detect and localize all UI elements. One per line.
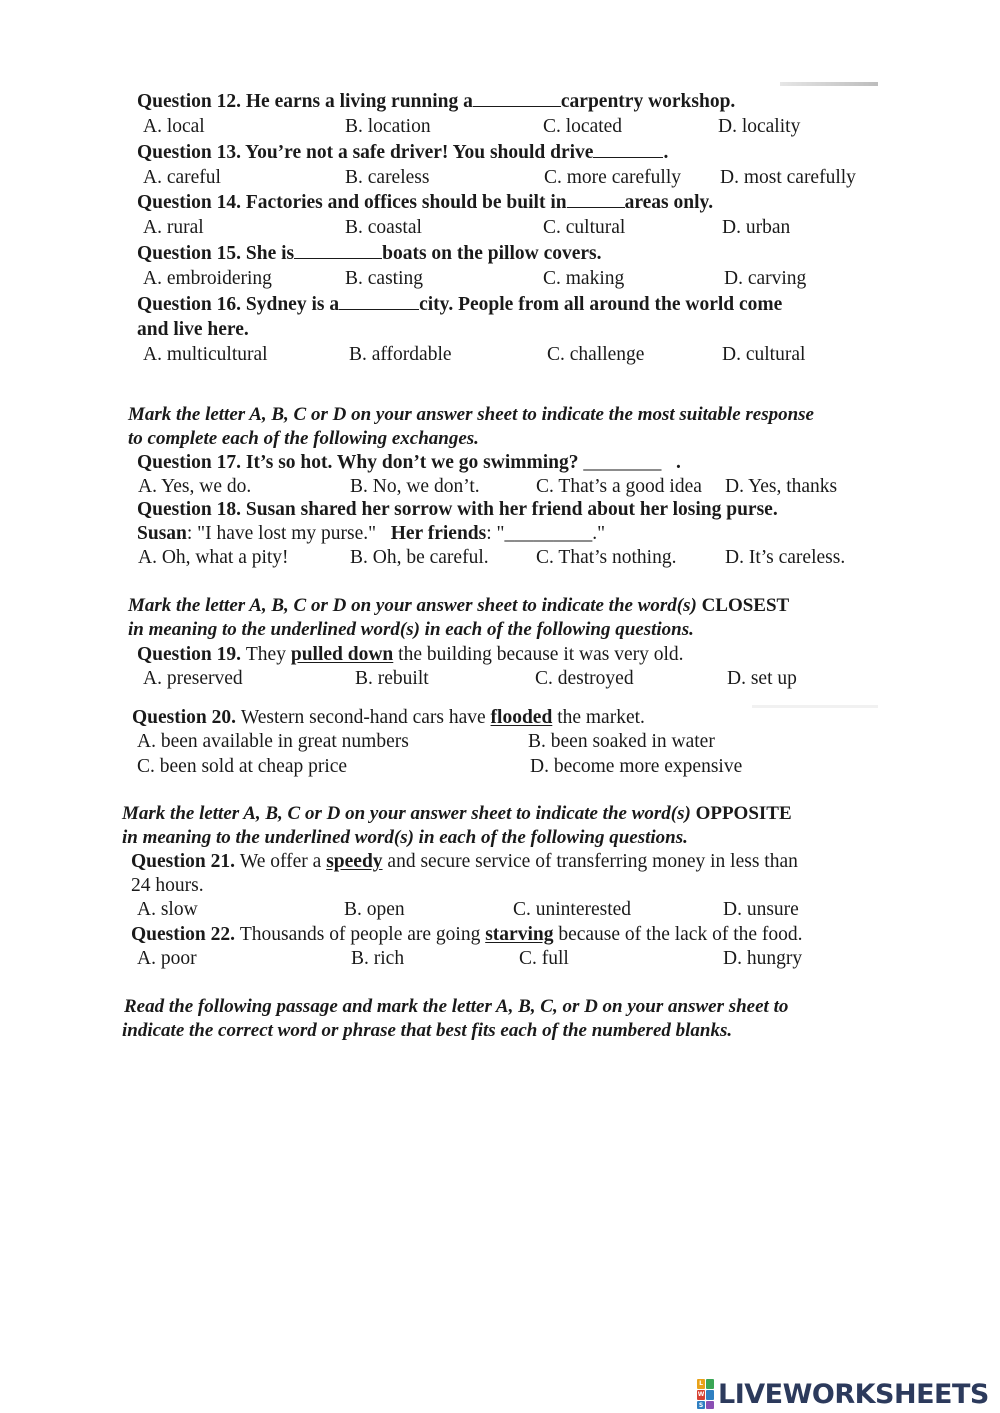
question-14-rest: areas only. bbox=[624, 192, 714, 213]
option-d[interactable]: D. hungry bbox=[723, 948, 803, 969]
option-b[interactable]: B. rich bbox=[351, 948, 405, 969]
question-15 bbox=[137, 242, 602, 266]
option-c[interactable]: C. cultural bbox=[543, 217, 626, 238]
option-d[interactable]: D. set up bbox=[727, 668, 797, 689]
answer-blank[interactable] bbox=[294, 242, 382, 259]
friends-quote-open: : " bbox=[486, 523, 505, 544]
option-a[interactable]: A. careful bbox=[143, 167, 221, 188]
question-20 bbox=[132, 706, 645, 730]
option-d[interactable]: D. cultural bbox=[722, 344, 806, 365]
question-17 bbox=[137, 451, 681, 475]
section-instruction-3 bbox=[122, 802, 792, 826]
underlined-word: flooded bbox=[490, 707, 553, 728]
mark-block bbox=[706, 1390, 714, 1400]
option-c[interactable]: C. uninterested bbox=[513, 899, 632, 920]
section-instruction-3-line2: in meaning to the underlined word(s) in each of the following questions. bbox=[122, 827, 688, 848]
question-19 bbox=[137, 643, 684, 667]
question-number: Question 21. bbox=[131, 851, 236, 872]
option-b[interactable]: B. affordable bbox=[349, 344, 452, 365]
option-b[interactable]: B. Oh, be careful. bbox=[350, 547, 489, 568]
speaker-susan: Susan bbox=[137, 523, 187, 544]
option-b[interactable]: B. No, we don’t. bbox=[350, 476, 480, 497]
question-15-text: Question 15. She is bbox=[137, 243, 295, 264]
option-d[interactable]: D. locality bbox=[718, 116, 801, 137]
instruction-text: Mark the letter A, B, C or D on your answer sheet to indicate the word(s) bbox=[122, 803, 691, 824]
option-c[interactable]: C. full bbox=[519, 948, 569, 969]
question-21-line2: 24 hours. bbox=[131, 875, 204, 896]
answer-blank[interactable] bbox=[567, 191, 625, 208]
option-c[interactable]: C. located bbox=[543, 116, 623, 137]
option-b[interactable]: B. coastal bbox=[345, 217, 422, 238]
underlined-word: starving bbox=[485, 924, 554, 945]
sentence-end: the market. bbox=[557, 707, 645, 728]
sentence-start: Western second-hand cars have bbox=[240, 707, 486, 728]
sentence-end: the building because it was very old. bbox=[398, 644, 684, 665]
sentence-start: We offer a bbox=[239, 851, 322, 872]
question-17-text: Question 17. It’s so hot. Why don’t we go swimming? bbox=[137, 452, 579, 473]
option-a[interactable]: A. Yes, we do. bbox=[138, 476, 252, 497]
answer-blank[interactable] bbox=[473, 90, 561, 107]
question-number: Question 19. bbox=[137, 644, 242, 665]
answer-blank[interactable]: ________ bbox=[583, 452, 662, 473]
option-b[interactable]: B. location bbox=[345, 116, 431, 137]
option-c[interactable]: C. That’s a good idea bbox=[536, 476, 702, 497]
option-c[interactable]: C. challenge bbox=[547, 344, 645, 365]
liveworksheets-logo bbox=[697, 1376, 989, 1412]
option-b[interactable]: B. casting bbox=[345, 268, 423, 289]
mark-block bbox=[706, 1379, 714, 1389]
option-c[interactable]: C. That’s nothing. bbox=[536, 547, 677, 568]
option-d[interactable]: D. carving bbox=[724, 268, 807, 289]
instruction-keyword: OPPOSITE bbox=[695, 803, 792, 824]
option-a[interactable]: A. poor bbox=[137, 948, 197, 969]
sentence-start: Thousands of people are going bbox=[239, 924, 481, 945]
answer-blank[interactable] bbox=[339, 293, 419, 310]
option-c[interactable]: C. more carefully bbox=[544, 167, 681, 188]
question-13-rest: . bbox=[663, 142, 669, 163]
option-d[interactable]: D. urban bbox=[722, 217, 791, 238]
option-c[interactable]: C. destroyed bbox=[535, 668, 634, 689]
sentence-start: They bbox=[245, 644, 286, 665]
option-c[interactable]: C. been sold at cheap price bbox=[137, 756, 348, 777]
question-15-rest: boats on the pillow covers. bbox=[382, 243, 602, 264]
option-d[interactable]: D. unsure bbox=[723, 899, 799, 920]
option-c[interactable]: C. making bbox=[543, 268, 625, 289]
scan-smudge bbox=[752, 705, 878, 708]
section-instruction-4: Read the following passage and mark the letter A, B, C, or D on your answer sheet to bbox=[124, 996, 789, 1017]
underlined-word: pulled down bbox=[290, 644, 394, 665]
section-instruction-2-line2: in meaning to the underlined word(s) in each of the following questions. bbox=[128, 619, 694, 640]
sentence-end: and secure service of transferring money in less than bbox=[387, 851, 798, 872]
scan-edge-mark bbox=[780, 82, 878, 86]
dialogue-line bbox=[137, 522, 605, 546]
option-a[interactable]: A. embroidering bbox=[143, 268, 272, 289]
mark-block bbox=[706, 1401, 714, 1409]
question-16-line2: and live here. bbox=[137, 319, 249, 340]
option-d[interactable]: D. become more expensive bbox=[530, 756, 743, 777]
underlined-word: speedy bbox=[326, 851, 383, 872]
answer-blank[interactable] bbox=[593, 141, 663, 158]
question-13 bbox=[137, 141, 668, 165]
question-14 bbox=[137, 191, 713, 215]
question-16 bbox=[137, 293, 782, 317]
susan-quote: : "I have lost my purse." bbox=[186, 523, 377, 544]
question-12-rest: carpentry workshop. bbox=[560, 91, 736, 112]
answer-blank[interactable]: _________ bbox=[504, 523, 593, 544]
option-a[interactable]: A. Oh, what a pity! bbox=[138, 547, 289, 568]
option-d[interactable]: D. It’s careless. bbox=[725, 547, 846, 568]
section-instruction-1: Mark the letter A, B, C or D on your answer sheet to indicate the most suitable response bbox=[128, 404, 814, 425]
question-14-text: Question 14. Factories and offices should be built in bbox=[137, 192, 567, 213]
mark-letter-w: W bbox=[697, 1391, 705, 1398]
question-16-rest: city. People from all around the world come bbox=[419, 294, 783, 315]
option-a[interactable]: A. been available in great numbers bbox=[137, 731, 409, 752]
question-21 bbox=[131, 850, 798, 874]
question-12-text: Question 12. He earns a living running a bbox=[137, 91, 473, 112]
mark-letter-s: S bbox=[698, 1402, 704, 1409]
option-a[interactable]: A. preserved bbox=[143, 668, 243, 689]
question-12 bbox=[137, 90, 735, 114]
instruction-keyword: CLOSEST bbox=[701, 595, 790, 616]
liveworksheets-mark-icon bbox=[697, 1379, 714, 1409]
question-18: Question 18. Susan shared her sorrow with her friend about her losing purse. bbox=[137, 499, 778, 520]
question-number: Question 22. bbox=[131, 924, 236, 945]
section-instruction-2 bbox=[128, 594, 789, 618]
speaker-friends: Her friends bbox=[390, 523, 487, 544]
option-a[interactable]: A. multicultural bbox=[143, 344, 268, 365]
question-13-text: Question 13. You’re not a safe driver! You should drive bbox=[137, 142, 594, 163]
option-a[interactable]: A. slow bbox=[137, 899, 198, 920]
question-22 bbox=[131, 923, 803, 947]
option-b[interactable]: B. careless bbox=[345, 167, 430, 188]
option-b[interactable]: B. rebuilt bbox=[355, 668, 429, 689]
option-a[interactable]: A. rural bbox=[143, 217, 204, 238]
section-instruction-4-line2: indicate the correct word or phrase that best fits each of the numbered blanks. bbox=[122, 1020, 733, 1041]
question-17-end: . bbox=[676, 452, 681, 473]
option-a[interactable]: A. local bbox=[143, 116, 205, 137]
question-number: Question 20. bbox=[132, 707, 237, 728]
option-b[interactable]: B. been soaked in water bbox=[528, 731, 715, 752]
friends-quote-close: ." bbox=[592, 523, 606, 544]
brand-name: LIVEWORKSHEETS bbox=[718, 1378, 989, 1410]
instruction-text: Mark the letter A, B, C or D on your answer sheet to indicate the word(s) bbox=[128, 595, 697, 616]
question-16-text: Question 16. Sydney is a bbox=[137, 294, 340, 315]
option-b[interactable]: B. open bbox=[344, 899, 405, 920]
sentence-end: because of the lack of the food. bbox=[558, 924, 803, 945]
option-d[interactable]: D. most carefully bbox=[720, 167, 856, 188]
mark-letter-l: L bbox=[697, 1379, 705, 1389]
section-instruction-1-line2: to complete each of the following exchanges. bbox=[128, 428, 479, 449]
option-d[interactable]: D. Yes, thanks bbox=[725, 476, 838, 497]
